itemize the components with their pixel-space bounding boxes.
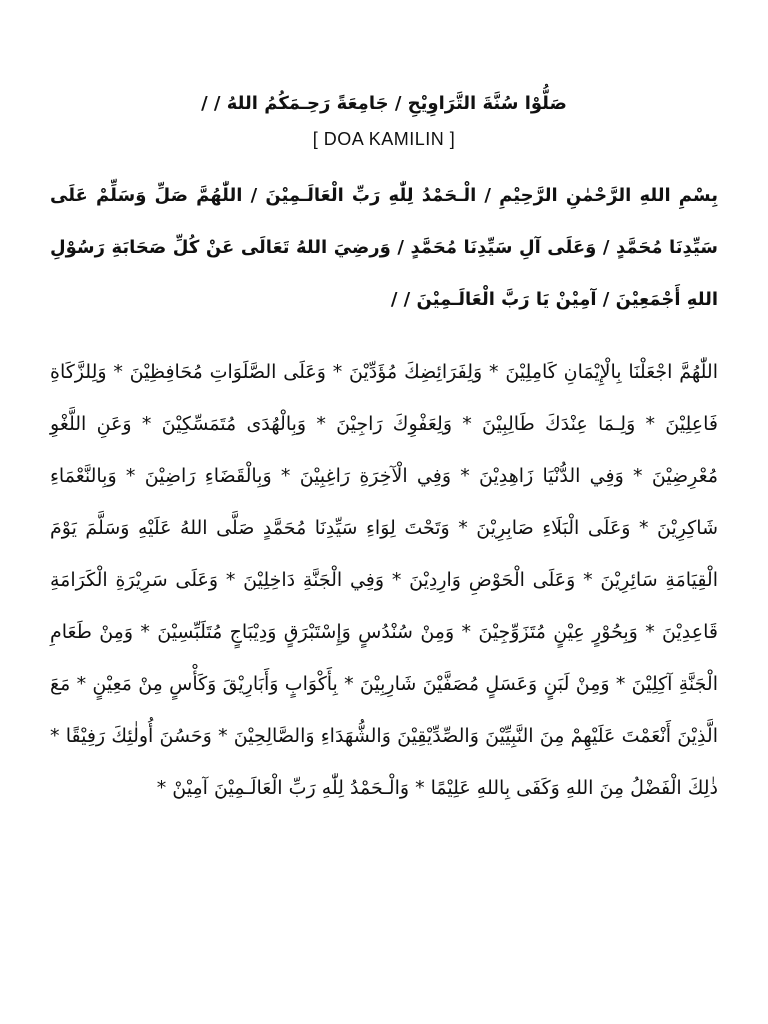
document-heading: صَلُّوْا سُنَّةَ التَّرَاوِيْحِ / جَامِعَةً رَحِـمَكُمُ اللهُ / / bbox=[201, 93, 567, 114]
document-subtitle: [ DOA KAMILIN ] bbox=[312, 129, 456, 149]
intro-paragraph: بِسْمِ اللهِ الرَّحْمٰنِ الرَّحِيْمِ / الْـحَمْدُ لِلّٰهِ رَبِّ الْعَالَـمِيْنَ / اللّٰهُمَّ صَلِّ وَسَلِّمْ عَلَى سَيِّدِنَا مُحَمَّدٍ / وَعَلَى آلِ سَيِّدِنَا مُحَمَّدٍ / وَرضِيَ اللهُ تَعَالَى عَنْ كُلِّ صَحَابَةِ رَسُوْلِ اللهِ أَجْمَعِيْنَ / آمِيْنْ يَا رَبَّ الْعَالَـمِيْنَ / / bbox=[50, 185, 718, 310]
prayer-body-paragraph: اللّٰهُمَّ اجْعَلْنَا بِالْإِيْمَانِ كَامِلِيْنَ * وَلِفَرَائِضِكَ مُؤَدِّيْنَ * وَعَلَى الصَّلَوَاتِ مُحَافِظِيْنَ * وَلِلزَّكَاةِ فَاعِلِيْنَ * وَلِـمَا عِنْدَكَ طَالِبِيْنَ * وَلِعَفْوِكَ رَاجِيْنَ * وَبِالْهُدَى مُتَمَسِّكِيْنَ * وَعَنِ اللَّغْوِ مُعْرِضِيْنَ * وَفِي الدُّنْيَا زَاهِدِيْنَ * وَفِي الْآخِرَةِ رَاغِبِيْنَ * وَبِالْقَضَاءِ رَاضِيْنَ * وَبِالنَّعْمَاءِ شَاكِرِيْنَ * وَعَلَى الْبَلَاءِ صَابِرِيْنَ * وَتَحْتَ لِوَاءِ سَيِّدِنَا مُحَمَّدٍ صَلَّى اللهُ عَلَيْهِ وَسَلَّمَ يَوْمَ الْقِيَامَةِ سَائِرِيْنَ * وَعَلَى الْحَوْضِ وَارِدِيْنَ * وَفِي الْجَنَّةِ دَاخِلِيْنَ * وَعَلَى سَرِيْرَةِ الْكَرَامَةِ قَاعِدِيْنَ * وَبِحُوْرٍ عِيْنٍ مُتَزَوِّجِيْنَ * وَمِنْ سُنْدُسٍ وَإِسْتَبْرَقٍ وَدِيْبَاجٍ مُتَلَبِّسِيْنَ * وَمِنْ طَعَامِ الْجَنَّةِ آكِلِيْنَ * وَمِنْ لَبَنٍ وَعَسَلٍ مُصَفَّيْنَ شَارِبِيْنَ * بِأَكْوَابٍ وَأَبَارِيْقَ وَكَأْسٍ مِنْ مَعِيْنٍ * مَعَ الَّذِيْنَ أَنْعَمْتَ عَلَيْهِمْ مِنَ النَّبِيِّيْنَ وَالصِّدِّيْقِيْنَ وَالشُّهَدَاءِ وَالصَّالِحِيْنَ * وَحَسُنَ أُولٰئِكَ رَفِيْقًا * ذٰلِكَ الْفَضْلُ مِنَ اللهِ وَكَفَى بِاللهِ عَلِيْمًا * وَالْـحَمْدُ لِلّٰهِ رَبِّ الْعَالَـمِيْنَ آمِيْنْ * bbox=[50, 361, 718, 799]
